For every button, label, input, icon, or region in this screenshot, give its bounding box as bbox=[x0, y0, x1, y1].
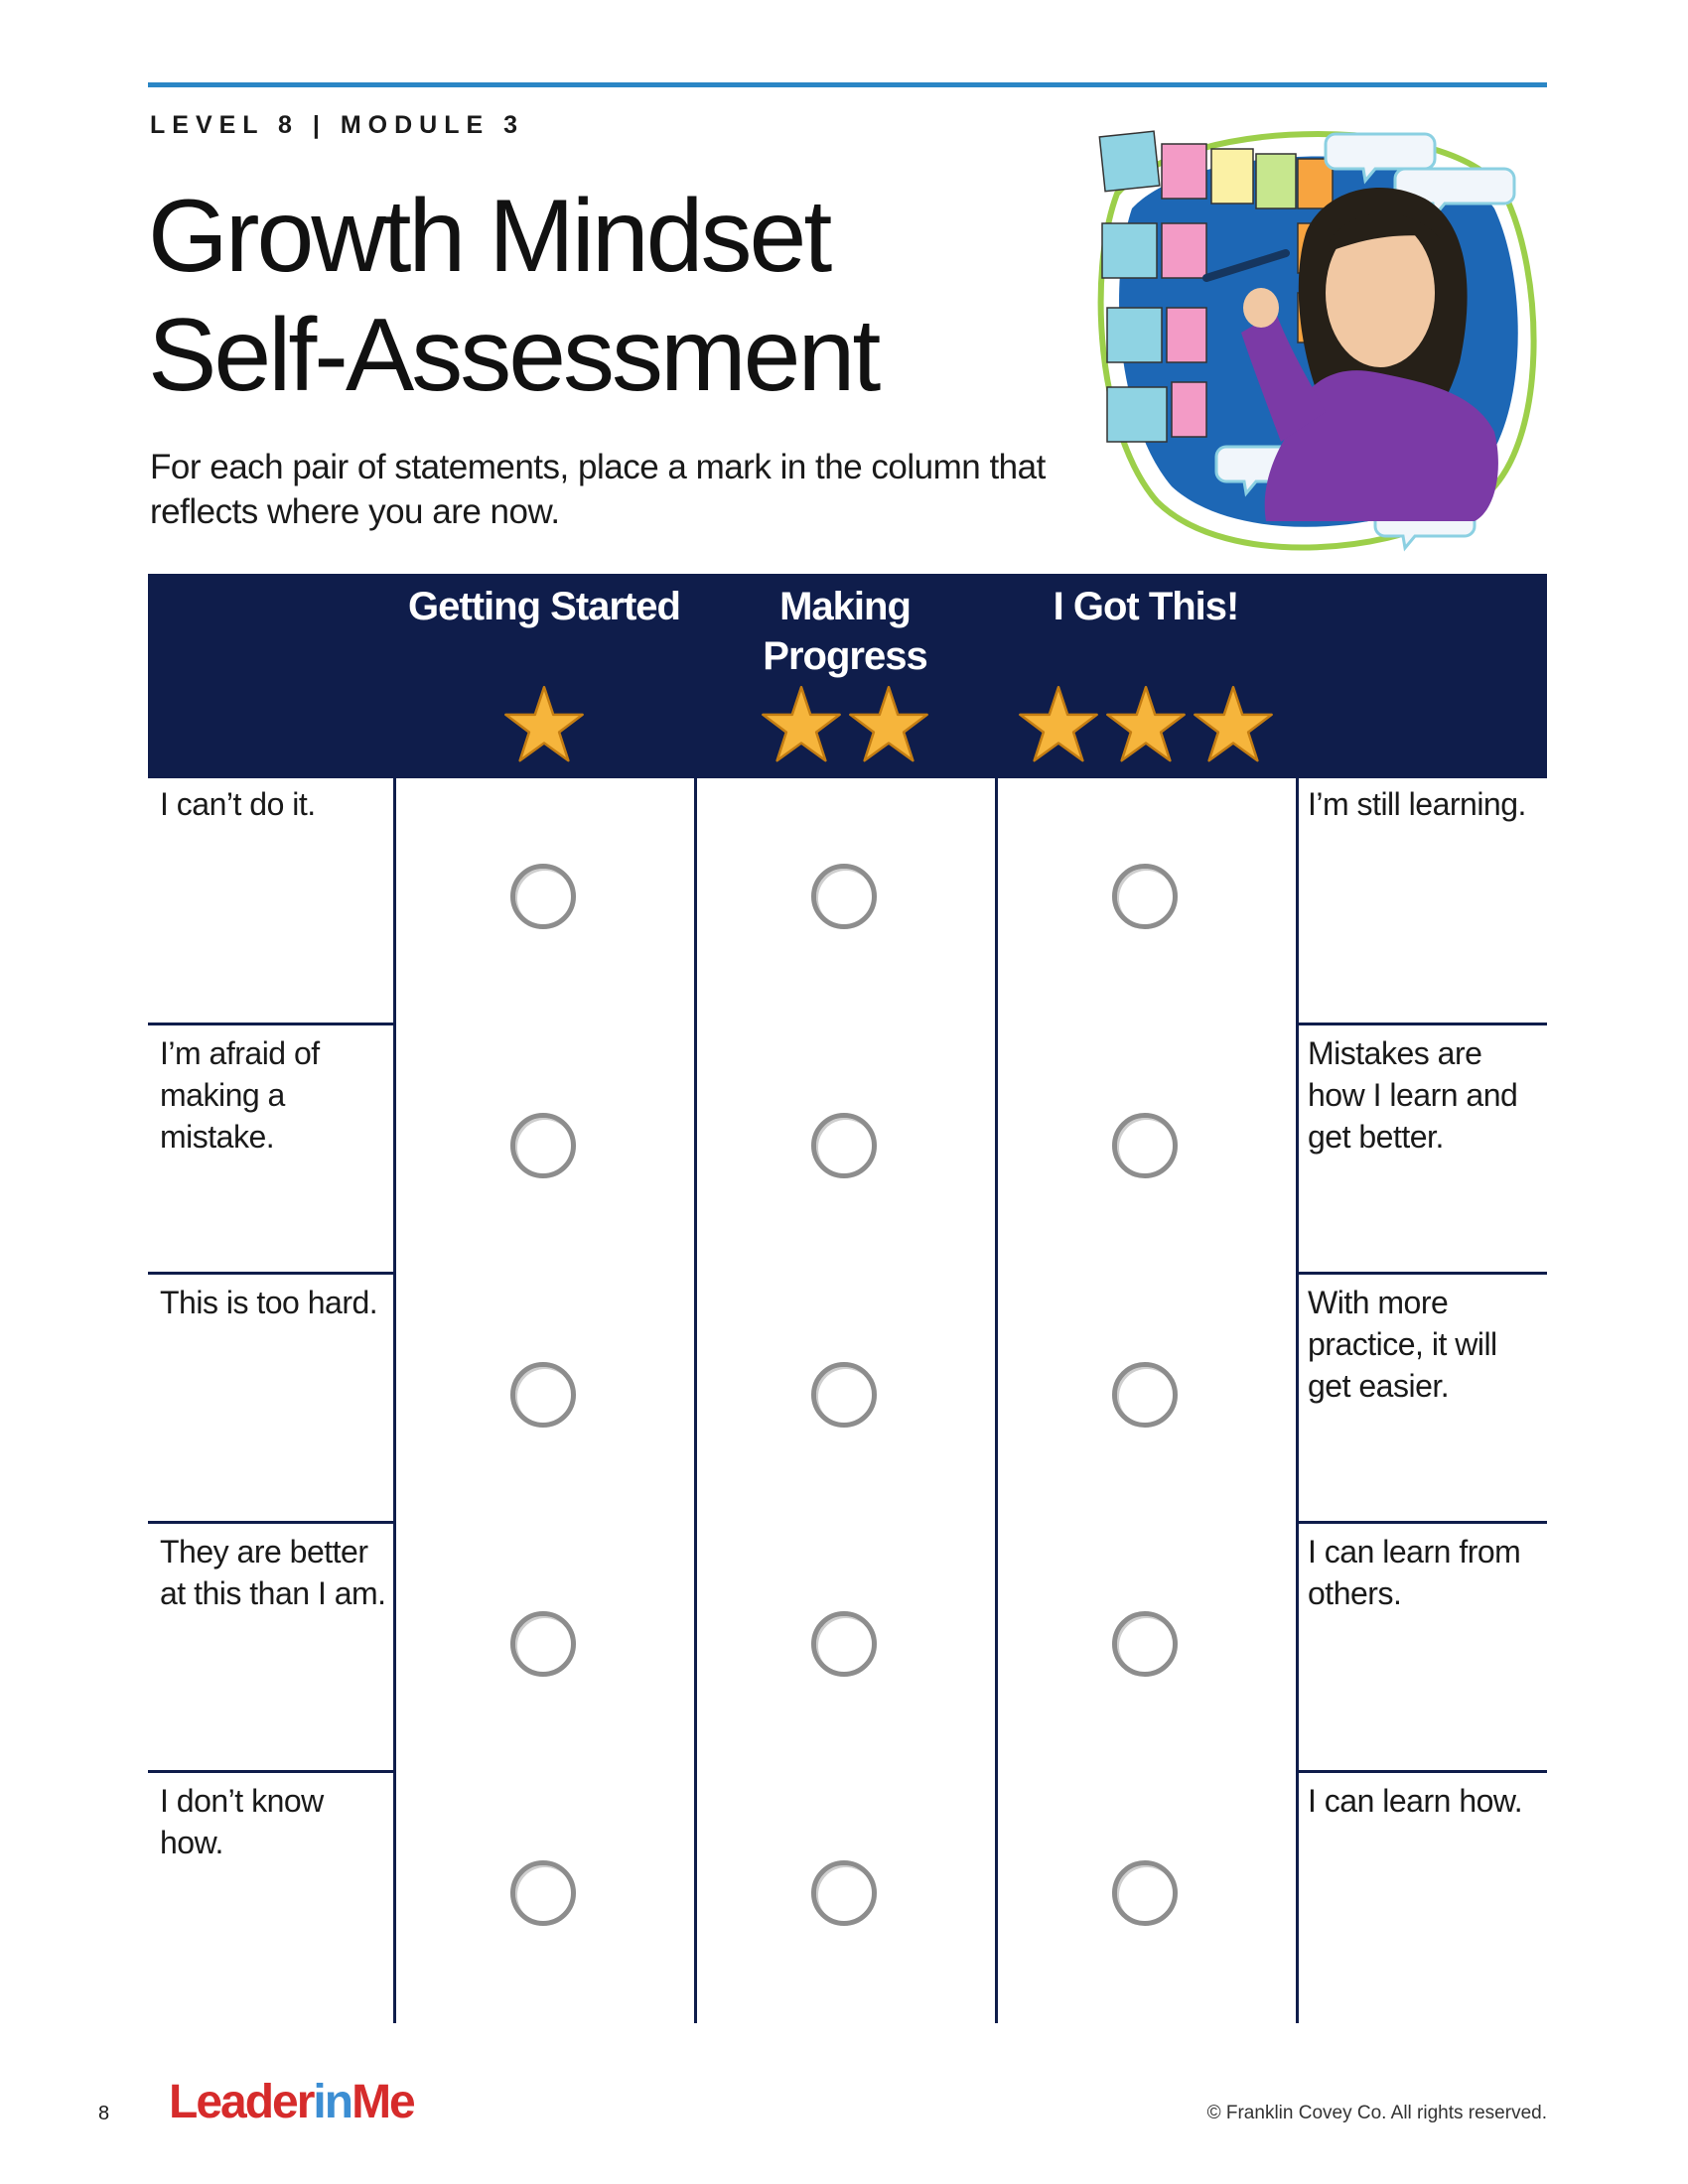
page-title bbox=[148, 177, 878, 415]
row-divider bbox=[1296, 1272, 1547, 1275]
title-line-2: Self-Assessment bbox=[148, 298, 879, 413]
girl-writing-on-sticky-notes-illustration bbox=[1077, 104, 1554, 571]
answer-circle[interactable] bbox=[1112, 1860, 1178, 1926]
column-label: Getting Started bbox=[408, 585, 680, 628]
row-3-growth-statement: With more practice, it will get easier. bbox=[1308, 1285, 1497, 1404]
answer-circle[interactable] bbox=[510, 1611, 576, 1677]
row-divider bbox=[1296, 1770, 1547, 1773]
answer-circle[interactable] bbox=[510, 1362, 576, 1428]
page-number: 8 bbox=[98, 2103, 110, 2124]
level-module-label: LEVEL 8 | MODULE 3 bbox=[150, 111, 525, 139]
column-label: Making Progress bbox=[763, 585, 927, 678]
answer-circle[interactable] bbox=[510, 1860, 576, 1926]
star-rating-2 bbox=[696, 683, 994, 762]
row-divider bbox=[1296, 1521, 1547, 1524]
row-3-fixed-statement: This is too hard. bbox=[160, 1285, 378, 1320]
row-5-fixed-statement: I don’t know how. bbox=[160, 1783, 324, 1860]
row-divider bbox=[1296, 1023, 1547, 1025]
copyright-notice: © Franklin Covey Co. All rights reserved. bbox=[1206, 2103, 1547, 2123]
logo-word-in: in bbox=[313, 2076, 352, 2128]
row-divider bbox=[148, 1023, 395, 1025]
answer-circle[interactable] bbox=[1112, 864, 1178, 929]
top-accent-rule bbox=[148, 82, 1547, 87]
column-header-i-got-this bbox=[997, 574, 1295, 778]
row-1-fixed-statement: I can’t do it. bbox=[160, 786, 316, 822]
column-divider bbox=[1296, 574, 1299, 2023]
star-rating-3 bbox=[997, 683, 1295, 762]
star-icon bbox=[1104, 683, 1188, 766]
column-header-making-progress bbox=[696, 574, 994, 778]
star-icon bbox=[1017, 683, 1100, 766]
leader-in-me-logo bbox=[169, 2075, 414, 2129]
answer-circle[interactable] bbox=[1112, 1611, 1178, 1677]
star-rating-1 bbox=[395, 683, 693, 762]
answer-circle[interactable] bbox=[811, 1860, 877, 1926]
column-divider bbox=[694, 574, 697, 2023]
answer-circle[interactable] bbox=[510, 1113, 576, 1178]
star-icon bbox=[847, 683, 930, 766]
title-line-1: Growth Mindset bbox=[148, 179, 830, 294]
row-2-fixed-statement: I’m afraid of making a mistake. bbox=[160, 1035, 320, 1155]
answer-circle[interactable] bbox=[1112, 1362, 1178, 1428]
row-4-fixed-statement: They are better at this than I am. bbox=[160, 1534, 386, 1611]
row-2-growth-statement: Mistakes are how I learn and get better. bbox=[1308, 1035, 1518, 1155]
answer-circle[interactable] bbox=[811, 1362, 877, 1428]
star-icon bbox=[1192, 683, 1275, 766]
row-5-growth-statement: I can learn how. bbox=[1308, 1783, 1523, 1819]
answer-circle[interactable] bbox=[510, 864, 576, 929]
answer-circle[interactable] bbox=[811, 1113, 877, 1178]
answer-circle[interactable] bbox=[811, 864, 877, 929]
self-assessment-table bbox=[148, 574, 1547, 2023]
column-divider bbox=[393, 574, 396, 2023]
row-1-growth-statement: I’m still learning. bbox=[1308, 786, 1526, 822]
star-icon bbox=[502, 683, 586, 766]
star-icon bbox=[760, 683, 843, 766]
answer-circle[interactable] bbox=[811, 1611, 877, 1677]
logo-word-leader: Leader bbox=[169, 2076, 314, 2128]
row-divider bbox=[148, 1770, 395, 1773]
row-4-growth-statement: I can learn from others. bbox=[1308, 1534, 1521, 1611]
column-divider bbox=[995, 574, 998, 2023]
row-divider bbox=[148, 1272, 395, 1275]
row-divider bbox=[148, 1521, 395, 1524]
instructions-text: For each pair of statements, place a mark in the column that reflects where you are now. bbox=[150, 448, 1046, 531]
column-header-getting-started bbox=[395, 574, 693, 778]
column-label: I Got This! bbox=[1053, 585, 1239, 628]
logo-word-me: Me bbox=[352, 2076, 414, 2128]
answer-circle[interactable] bbox=[1112, 1113, 1178, 1178]
